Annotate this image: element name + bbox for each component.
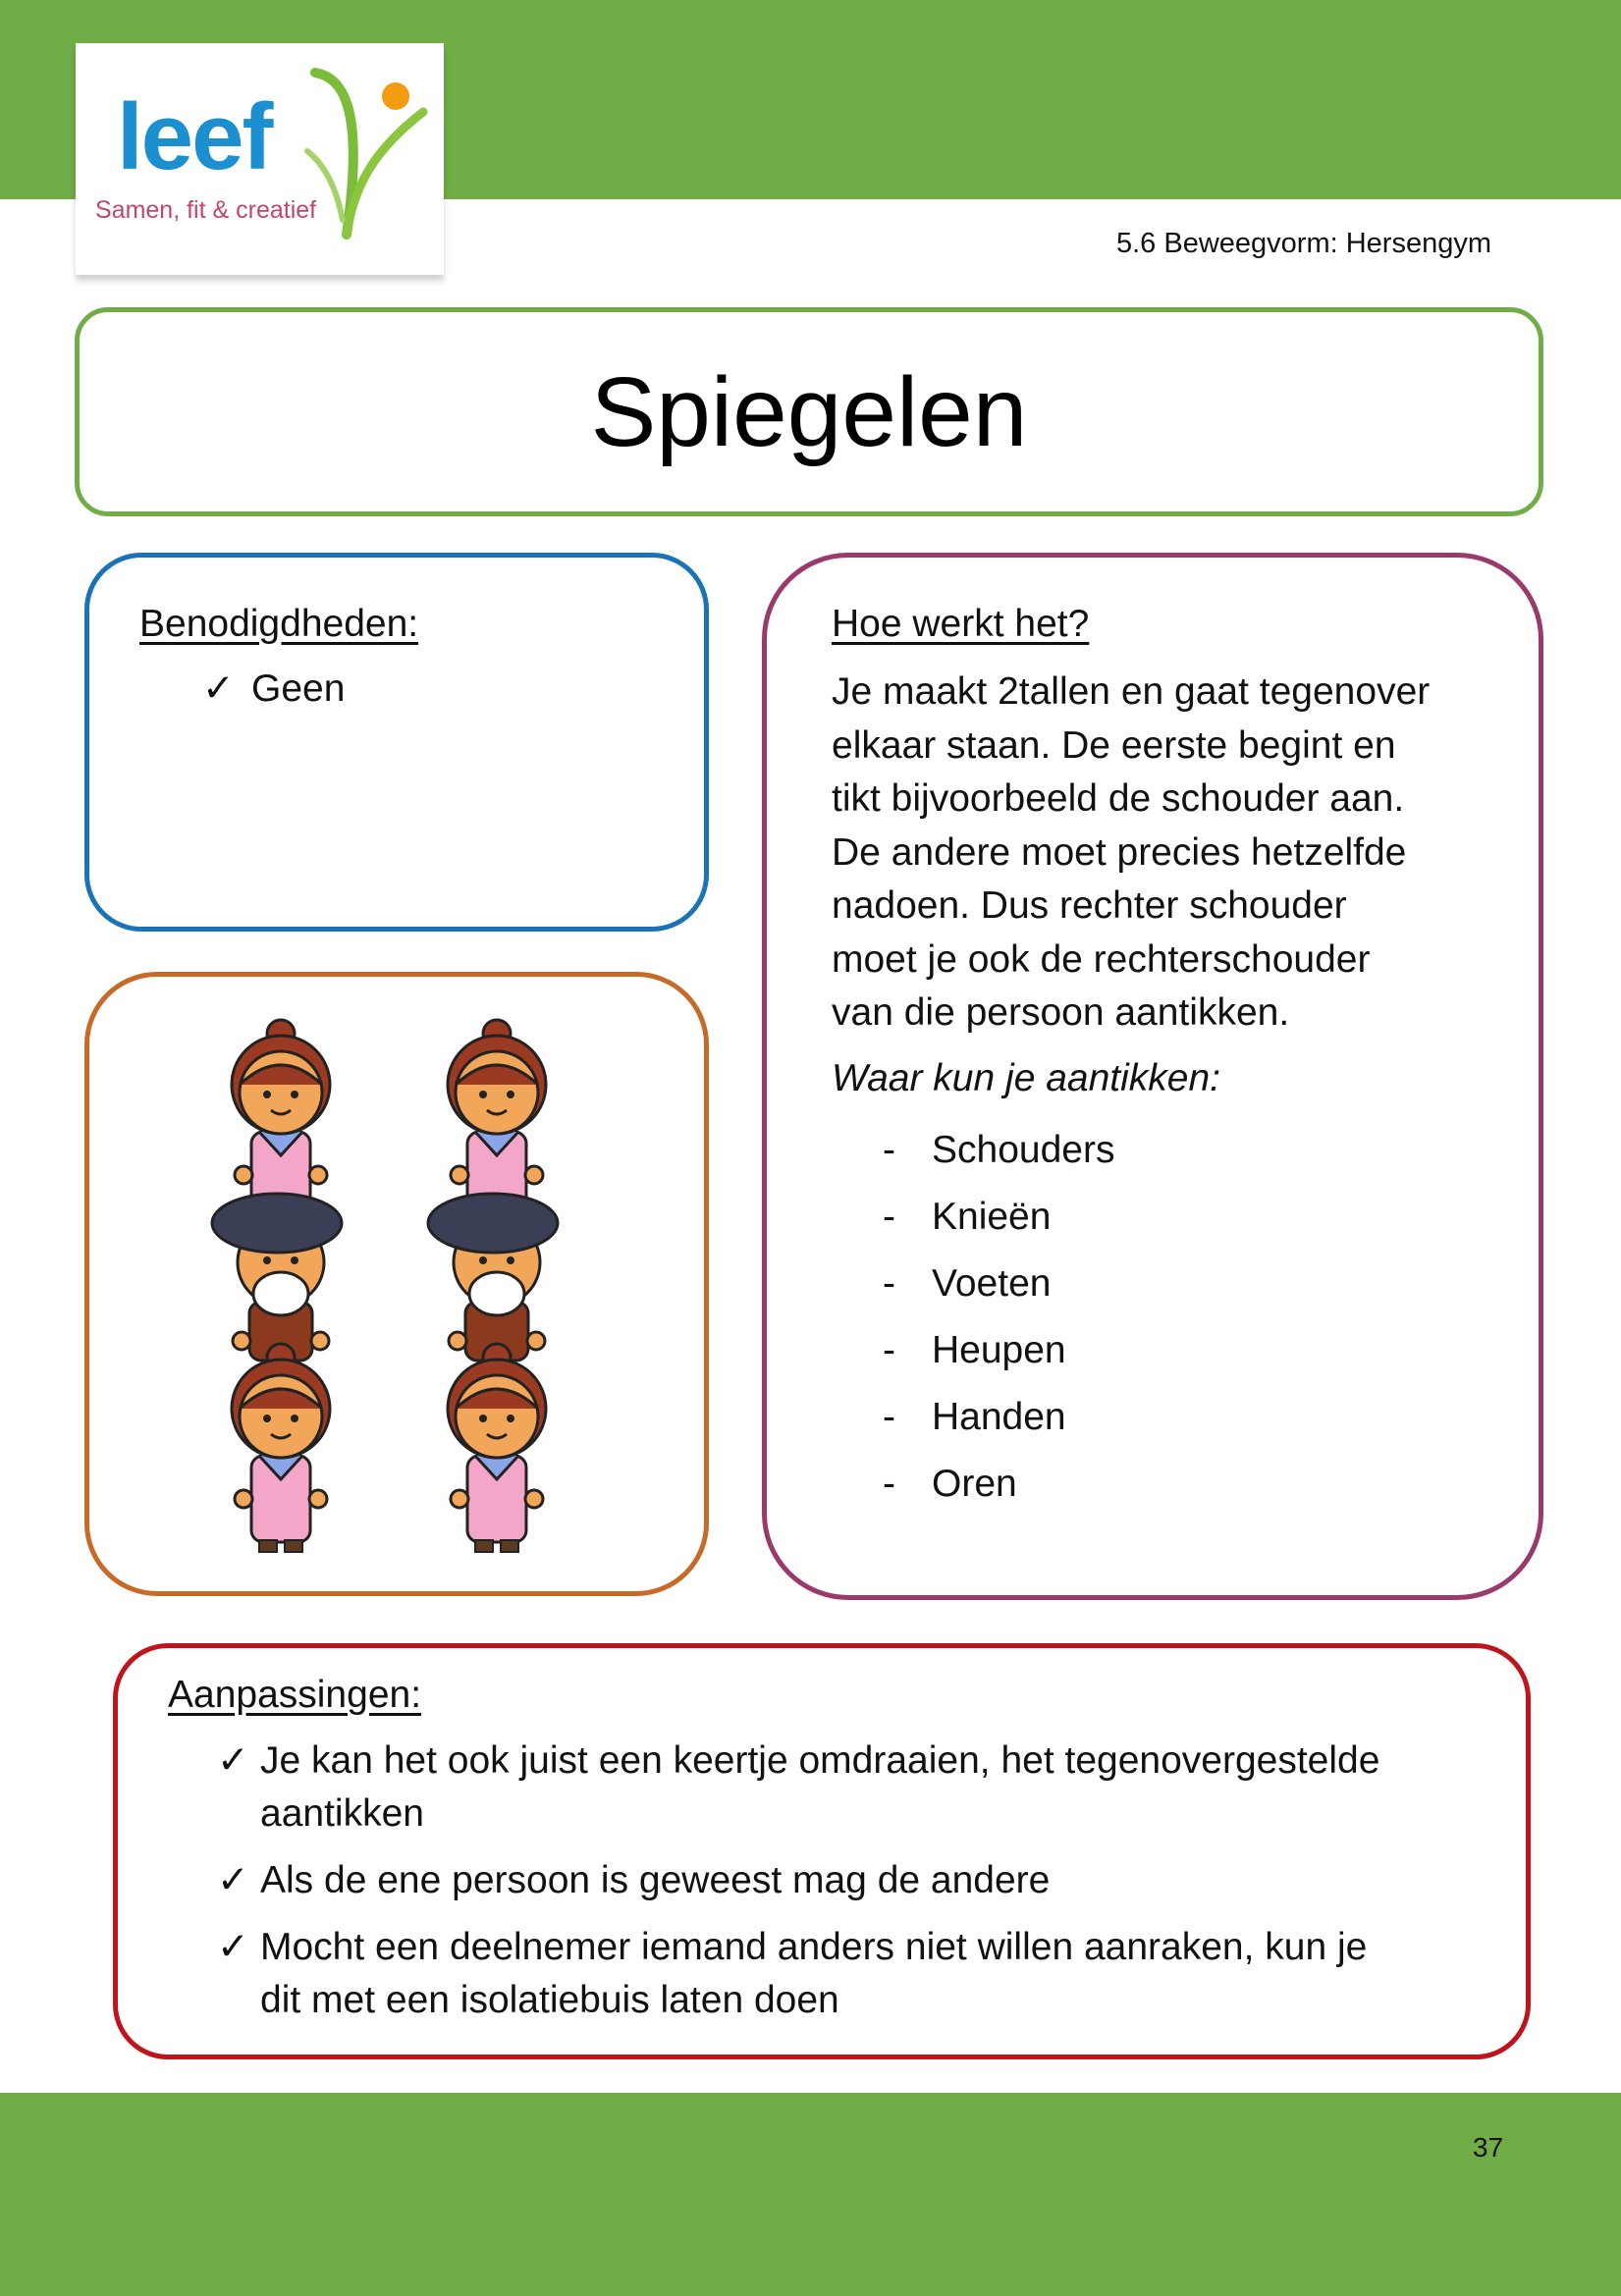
how-description — [832, 666, 1430, 1041]
needs-box — [84, 553, 709, 932]
adaptation-item — [217, 1921, 1367, 2027]
check-mark-icon: ✓ — [202, 667, 235, 710]
how-line: Je maakt 2tallen en gaat tegenover — [832, 670, 1431, 713]
people-illustration — [89, 977, 704, 1591]
leef-figure-icon — [296, 53, 443, 249]
touch-point: Handen — [932, 1396, 1066, 1438]
adaptation-line: dit met een isolatiebuis laten doen — [260, 1979, 839, 2021]
page-number: 37 — [1473, 2132, 1504, 2163]
how-line: elkaar staan. De eerste begint en — [832, 723, 1396, 767]
adaptations-heading: Aanpassingen: — [168, 1674, 422, 1716]
where-label: Waar kun je aantikken: — [832, 1057, 1220, 1099]
illustration-box — [84, 972, 709, 1596]
adaptation-line: Je kan het ook juist een keertje omdraaien, het tegenovergestelde — [260, 1739, 1380, 1782]
adaptation-line: Als de ene persoon is geweest mag de andere — [260, 1859, 1051, 1901]
adaptation-line: aantikken — [260, 1792, 424, 1835]
person-column — [212, 1020, 342, 1552]
how-line: nadoen. Dus rechter schouder — [832, 884, 1347, 927]
how-line: De andere moet precies hetzelfde — [832, 830, 1407, 874]
section-reference: 5.6 Beweegvorm: Hersengym — [1116, 228, 1491, 259]
how-line: moet je ook de rechterschouder — [832, 937, 1371, 981]
needs-item — [202, 663, 345, 716]
how-box: Hoe werkt het? Je maakt 2tallen en gaat tegenover elkaar staan. De eerste begint en tikt bijvoorbeeld de schouder aan. De andere moet precies hetzelfde nadoen. Dus rechter schouder moet je ook de rechterschouder van die persoon aantikken. Waar kun je aantikken: - Schouders - Knieën - Voeten - Heupen - Handen - Oren — [762, 553, 1543, 1600]
adaptations-box — [113, 1643, 1531, 2059]
adaptation-item — [217, 1735, 1379, 1841]
check-mark-icon: ✓ — [217, 1859, 249, 1901]
page-title: Spiegelen — [590, 356, 1028, 467]
logo-tagline: Samen, fit & creatief — [95, 196, 317, 224]
adaptation-item — [217, 1854, 1050, 1907]
needs-heading: Benodigdheden: — [139, 603, 419, 645]
touch-point: Schouders — [932, 1129, 1115, 1171]
touch-point: Voeten — [932, 1262, 1052, 1305]
touch-point: Knieën — [932, 1196, 1052, 1238]
how-line: tikt bijvoorbeeld de schouder aan. — [832, 777, 1405, 820]
needs-item-text: Geen — [251, 667, 346, 710]
check-mark-icon: ✓ — [217, 1739, 249, 1782]
logo — [76, 43, 444, 275]
touch-point: Oren — [932, 1463, 1017, 1505]
how-heading: Hoe werkt het? — [832, 603, 1090, 645]
touch-point: Heupen — [932, 1329, 1066, 1371]
adaptation-line: Mocht een deelnemer iemand anders niet willen aanraken, kun je — [260, 1926, 1368, 1968]
person-column — [428, 1020, 558, 1552]
logo-word: leef — [117, 84, 272, 189]
footer-band — [0, 2093, 1621, 2296]
check-mark-icon: ✓ — [217, 1926, 249, 1968]
how-line: van die persoon aantikken. — [832, 991, 1290, 1034]
title-box — [75, 307, 1543, 516]
